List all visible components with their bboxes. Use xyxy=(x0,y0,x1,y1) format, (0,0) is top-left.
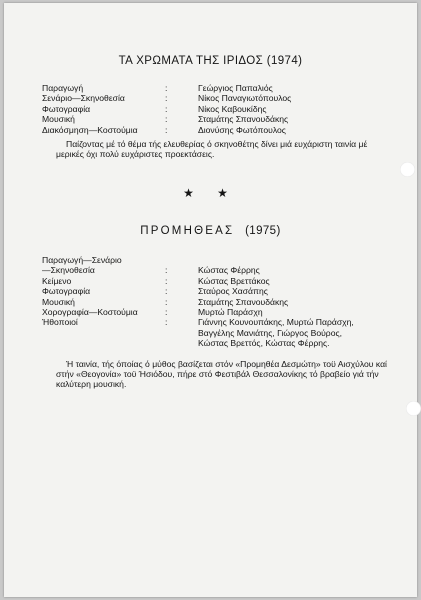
credit-names: Μυρτώ Παράσχη xyxy=(198,307,263,318)
credit-names: Κώστας Φέρρης xyxy=(198,265,260,276)
description-text: Παίζοντας μέ τό θέμα τής ελευθερίας ό σκηνοθέτης δίνει μιά ευχάριστη ταινία μέ μερικές όχι πολύ ευχάριστες προεκτάσεις. xyxy=(56,139,368,160)
credit-colon: : xyxy=(165,93,168,104)
credit-colon xyxy=(165,328,198,338)
credit-role: Μουσική xyxy=(42,296,75,307)
credit-names: Διονύσης Φωτόπουλος xyxy=(198,124,286,135)
film-title-1: ΤΑ ΧΡΩΜΑΤΑ ΤΗΣ ΙΡΙΔΟΣ (1974) xyxy=(118,55,303,67)
credit-names: Σταύρος Χασάπης xyxy=(198,286,268,297)
credit-colon: : xyxy=(165,265,168,276)
film-title-2-year: (1975) xyxy=(245,225,281,237)
credit-colon xyxy=(165,338,198,348)
credit-role: Φωτογραφία xyxy=(42,286,91,297)
credit-row xyxy=(42,338,372,348)
credit-colon: : xyxy=(165,275,168,286)
credit-role xyxy=(42,338,165,348)
section-separator: ★ ★ xyxy=(183,186,238,200)
credit-row xyxy=(42,93,372,103)
credit-row xyxy=(42,104,372,114)
credit-row xyxy=(42,276,372,286)
credit-colon: : xyxy=(165,114,168,125)
credit-role: —Σκηνοθεσία xyxy=(42,265,95,276)
credit-names: Γεώργιος Παπαλιός xyxy=(198,83,273,93)
credit-role xyxy=(42,328,165,338)
credit-row xyxy=(42,114,372,124)
credit-row xyxy=(42,255,372,265)
credit-role: Χορογραφία—Κοστούμια xyxy=(42,307,138,318)
description-text: Ή ταινία, τής όποίας ό μύθος βασίζεται στόν «Προμηθέα Δεσμώτη» τοϋ Αισχύλου καί στήν «Θεογονία» τοϋ Ήσιόδου, πήρε στό Φεστιβάλ Θεσσαλονίκης τό βραβείο γιά τήν καλύτερη μουσική. xyxy=(56,359,387,390)
credit-names xyxy=(198,255,372,265)
film-title-2 xyxy=(4,225,417,237)
credit-role: Μουσική xyxy=(42,114,75,125)
film-description-1 xyxy=(56,139,392,159)
film-description-2 xyxy=(56,359,392,390)
credit-row xyxy=(42,307,372,317)
credit-colon: : xyxy=(165,307,168,318)
credit-names: Βαγγέλης Μανιάτης, Γιώργος Βούρος, xyxy=(198,327,343,338)
credit-row xyxy=(42,297,372,307)
credit-names: Σταμάτης Σπανουδάκης xyxy=(198,114,289,125)
document-page xyxy=(4,3,417,597)
credit-names: Κώστας Βρεττός, Κώστας Φέρρης. xyxy=(198,338,330,349)
punch-hole xyxy=(406,401,421,416)
credit-names: Γιάννης Κουνουπάκης, Μυρτώ Παράσχη, xyxy=(198,317,354,328)
credit-role: Διακόσμηση—Κοστούμια xyxy=(42,124,138,135)
film-title-2-name: ΠΡΟΜΗΘΕΑΣ xyxy=(140,225,235,237)
credit-colon: : xyxy=(165,317,168,328)
credit-row xyxy=(42,125,372,135)
credit-names: Σταμάτης Σπανουδάκης xyxy=(198,296,289,307)
credit-row xyxy=(42,328,372,338)
credit-names: Κώστας Βρεττάκος xyxy=(198,275,270,286)
credit-colon: : xyxy=(165,286,168,297)
credit-role: Κείμενο xyxy=(42,275,72,286)
credit-row xyxy=(42,286,372,296)
credit-colon xyxy=(165,255,198,265)
punch-hole xyxy=(400,162,415,177)
credit-role: Παραγωγή—Σενάριο xyxy=(42,255,122,265)
credit-role: Σενάριο—Σκηνοθεσία xyxy=(42,93,125,104)
credit-row xyxy=(42,265,372,275)
credit-row xyxy=(42,317,372,327)
credit-role: Ήθοποιοί xyxy=(42,317,78,328)
credit-names: Νίκος Καβουκίδης xyxy=(198,103,267,114)
credit-colon: : xyxy=(165,83,168,93)
credit-colon: : xyxy=(165,103,168,114)
credit-row xyxy=(42,83,372,93)
credits-list-1 xyxy=(42,83,372,135)
credit-role: Φωτογραφία xyxy=(42,103,91,114)
credit-colon: : xyxy=(165,296,168,307)
credit-role: Παραγωγή xyxy=(42,83,84,93)
credit-colon: : xyxy=(165,124,168,135)
credit-names: Νίκος Παναγιωτόπουλος xyxy=(198,93,292,104)
credits-list-2 xyxy=(42,255,372,349)
